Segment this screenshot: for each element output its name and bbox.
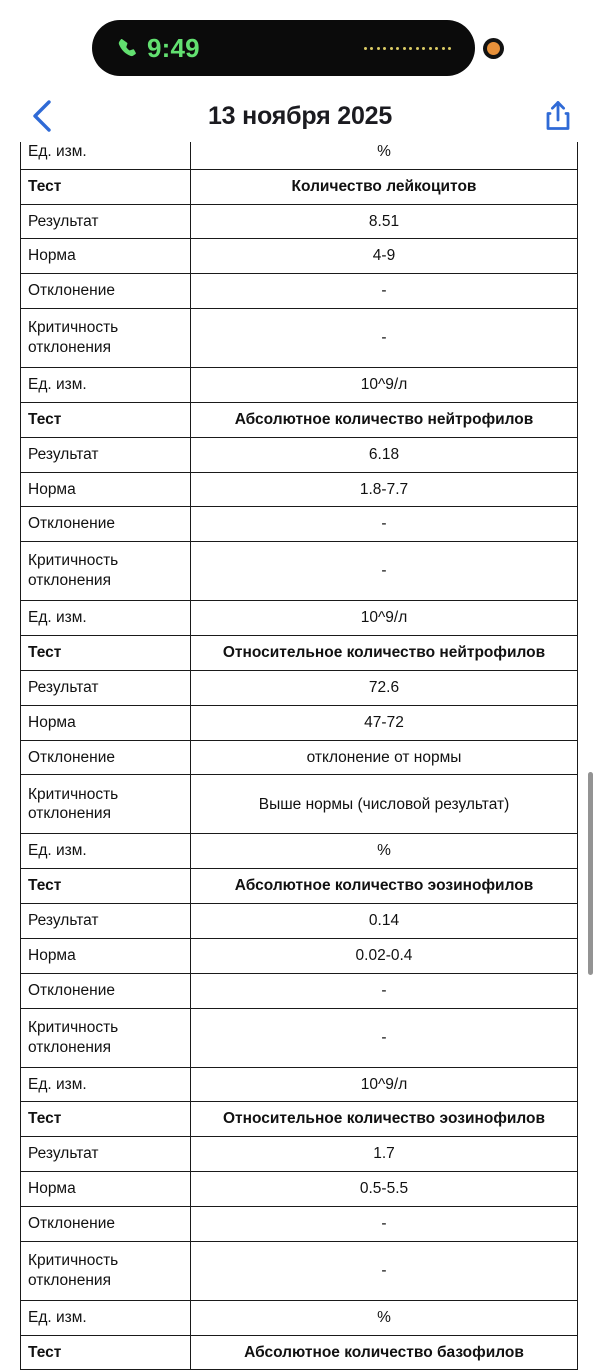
row-label: Тест (21, 636, 191, 671)
table-row-result (21, 904, 578, 939)
share-button[interactable] (536, 94, 580, 138)
row-value-test-name: Абсолютное количество базофилов (191, 1335, 578, 1370)
table-row-criticality (21, 309, 578, 368)
table-row-result (21, 670, 578, 705)
row-label: Результат (21, 437, 191, 472)
table-row-deviation (21, 740, 578, 775)
row-value-result: 0.14 (191, 904, 578, 939)
call-timer: 9:49 (147, 33, 200, 63)
table-row-result (21, 1137, 578, 1172)
table-row-result (21, 437, 578, 472)
page-title: 13 ноября 2025 (207, 101, 393, 130)
row-value-criticality: - (191, 542, 578, 601)
chevron-left-icon (31, 99, 53, 133)
table-row-criticality (21, 775, 578, 834)
dynamic-island-call-pill[interactable] (92, 20, 475, 76)
row-label: Ед. изм. (21, 1067, 191, 1102)
table-row-norm (21, 938, 578, 973)
row-label: Ед. изм. (21, 601, 191, 636)
table-row-criticality (21, 1241, 578, 1300)
table-row (21, 142, 578, 169)
row-value-unit: % (191, 1300, 578, 1335)
row-value-deviation: отклонение от нормы (191, 740, 578, 775)
row-value-unit: 10^9/л (191, 1067, 578, 1102)
table-row-test (21, 636, 578, 671)
row-value-norm: 0.02-0.4 (191, 938, 578, 973)
row-label: Ед. изм. (21, 834, 191, 869)
row-value-unit: 10^9/л (191, 368, 578, 403)
row-label: Результат (21, 204, 191, 239)
table-row-test (21, 869, 578, 904)
row-label: Отклонение (21, 274, 191, 309)
row-label: Тест (21, 1102, 191, 1137)
row-label: Тест (21, 169, 191, 204)
row-value-norm: 47-72 (191, 705, 578, 740)
row-value-criticality: Выше нормы (числовой результат) (191, 775, 578, 834)
back-button[interactable] (20, 94, 64, 138)
row-label: Результат (21, 904, 191, 939)
row-value-test-name: Относительное количество эозинофилов (191, 1102, 578, 1137)
row-value-deviation: - (191, 1206, 578, 1241)
row-label: Ед. изм. (21, 142, 191, 169)
row-value-norm: 4-9 (191, 239, 578, 274)
row-value-test-name: Относительное количество нейтрофилов (191, 636, 578, 671)
table-row-norm (21, 472, 578, 507)
table-row-unit (21, 834, 578, 869)
row-value-test-name: Абсолютное количество эозинофилов (191, 869, 578, 904)
row-label: Тест (21, 402, 191, 437)
row-label: Отклонение (21, 1206, 191, 1241)
row-value: % (191, 142, 578, 169)
table-row-norm (21, 239, 578, 274)
row-value-norm: 0.5-5.5 (191, 1172, 578, 1207)
row-label: Норма (21, 472, 191, 507)
row-value-test-name: Абсолютное количество нейтрофилов (191, 402, 578, 437)
row-value-unit: % (191, 834, 578, 869)
status-bar (0, 0, 600, 90)
table-row-test (21, 1335, 578, 1370)
row-label: Критичность отклонения (21, 309, 191, 368)
row-label: Результат (21, 1137, 191, 1172)
table-row-test (21, 402, 578, 437)
row-label: Критичность отклонения (21, 775, 191, 834)
share-icon (544, 100, 572, 132)
row-value-result: 6.18 (191, 437, 578, 472)
row-value-criticality: - (191, 1008, 578, 1067)
row-label: Отклонение (21, 973, 191, 1008)
table-row-unit (21, 1300, 578, 1335)
table-row-deviation (21, 973, 578, 1008)
row-label: Отклонение (21, 507, 191, 542)
row-label: Ед. изм. (21, 1300, 191, 1335)
row-value-deviation: - (191, 274, 578, 309)
row-value-deviation: - (191, 973, 578, 1008)
table-row-criticality (21, 1008, 578, 1067)
table-row-deviation (21, 507, 578, 542)
table-row-result (21, 204, 578, 239)
row-value-result: 1.7 (191, 1137, 578, 1172)
lab-results-table-body (21, 142, 578, 1370)
lab-results-table (20, 142, 578, 1370)
table-row-deviation (21, 1206, 578, 1241)
row-label: Отклонение (21, 740, 191, 775)
row-value-unit: 10^9/л (191, 601, 578, 636)
row-label: Критичность отклонения (21, 1008, 191, 1067)
table-row-test (21, 1102, 578, 1137)
row-value-criticality: - (191, 1241, 578, 1300)
row-value-deviation: - (191, 507, 578, 542)
table-row-deviation (21, 274, 578, 309)
row-label: Норма (21, 239, 191, 274)
table-row-norm (21, 705, 578, 740)
table-row-test (21, 169, 578, 204)
row-value-result: 8.51 (191, 204, 578, 239)
audio-waveform-icon (364, 47, 452, 50)
table-row-unit (21, 601, 578, 636)
row-label: Результат (21, 670, 191, 705)
row-label: Тест (21, 869, 191, 904)
row-value-criticality: - (191, 309, 578, 368)
table-row-unit (21, 368, 578, 403)
row-value-result: 72.6 (191, 670, 578, 705)
navigation-bar (0, 90, 600, 142)
row-label: Норма (21, 938, 191, 973)
phone-icon (116, 36, 138, 60)
row-label: Норма (21, 705, 191, 740)
row-label: Критичность отклонения (21, 542, 191, 601)
row-value-norm: 1.8-7.7 (191, 472, 578, 507)
row-label: Норма (21, 1172, 191, 1207)
row-label: Критичность отклонения (21, 1241, 191, 1300)
table-row-unit (21, 1067, 578, 1102)
row-label: Тест (21, 1335, 191, 1370)
dynamic-island-call-info (116, 35, 200, 61)
vertical-scrollbar[interactable] (588, 772, 593, 975)
row-value-test-name: Количество лейкоцитов (191, 169, 578, 204)
orange-recording-dot-icon (483, 38, 504, 59)
table-row-criticality (21, 542, 578, 601)
row-label: Ед. изм. (21, 368, 191, 403)
table-row-norm (21, 1172, 578, 1207)
lab-results-scroll-area[interactable] (0, 142, 600, 1361)
